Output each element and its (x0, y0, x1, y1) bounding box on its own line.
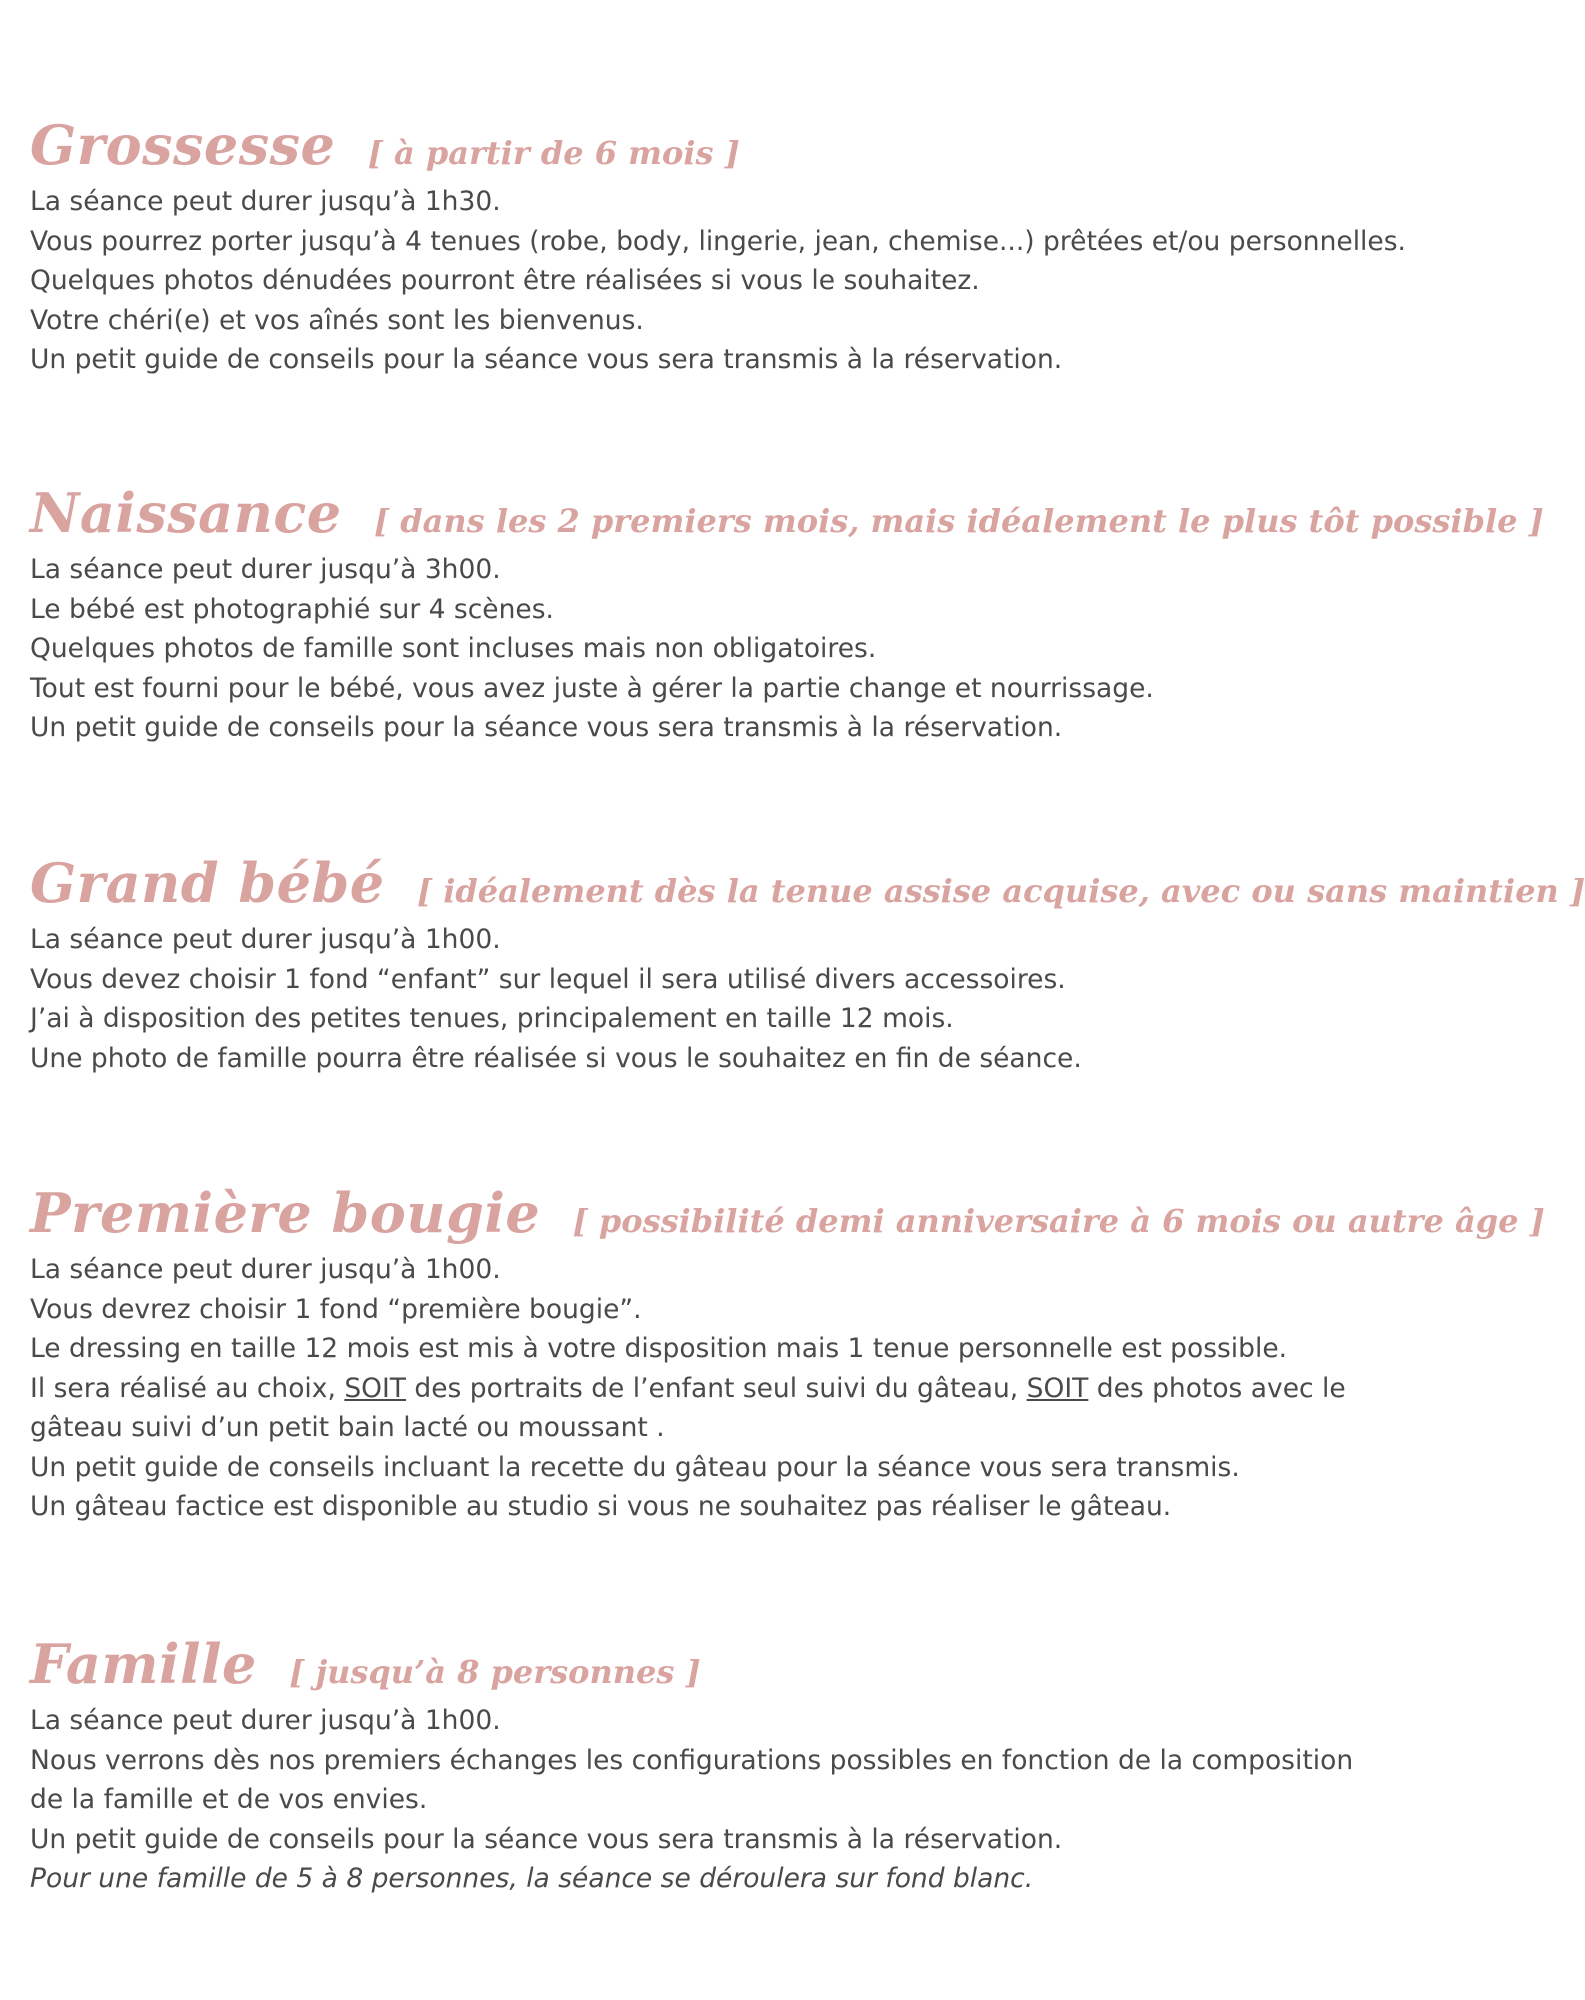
section-subtitle: [ idéalement dès la tenue assise acquise, avec ou sans maintien ] (416, 872, 1585, 910)
section-body (30, 550, 1400, 748)
body-line: Un petit guide de conseils pour la séance vous sera transmis à la réservation. (30, 344, 1063, 375)
soit-emphasis: SOIT (344, 1372, 406, 1404)
body-line: Un petit guide de conseils pour la séance vous sera transmis à la réservation. (30, 712, 1063, 743)
body-line: Votre chéri(e) et vos aînés sont les bienvenus. (30, 304, 644, 336)
section-heading (30, 113, 1400, 177)
body-line: gâteau suivi d’un petit bain lacté ou moussant . (30, 1412, 665, 1443)
section-grossesse (30, 113, 1406, 380)
body-line: Quelques photos dénudées pourront être réalisées si vous le souhaitez. (30, 265, 980, 296)
section-body (30, 1250, 1400, 1527)
family-note: Pour une famille de 5 à 8 personnes, la séance se déroulera sur fond blanc. (30, 1863, 1034, 1894)
section-heading (30, 1632, 1400, 1696)
section-body (30, 1701, 1400, 1899)
choice-text: des photos avec le (1088, 1372, 1346, 1404)
body-line: Le dressing en taille 12 mois est mis à votre disposition mais 1 tenue personnelle est possible. (30, 1333, 1288, 1364)
section-grand-bebe (30, 851, 1585, 1078)
section-title: Grand bébé (30, 851, 385, 915)
body-line: de la famille et de vos envies. (30, 1784, 428, 1815)
section-subtitle: [ jusqu’à 8 personnes ] (289, 1653, 701, 1691)
section-body (30, 182, 1406, 380)
body-line: La séance peut durer jusqu’à 1h00. (30, 1705, 501, 1736)
body-line: Tout est fourni pour le bébé, vous avez juste à gérer la partie change et nourrissage. (30, 672, 1154, 704)
choice-text: Il sera réalisé au choix, (30, 1372, 345, 1404)
body-line: Le bébé est photographié sur 4 scènes. (30, 593, 554, 625)
body-line: Une photo de famille pourra être réalisée si vous le souhaitez en fin de séance. (30, 1042, 1082, 1074)
body-line: Vous devez choisir 1 fond “enfant” sur lequel il sera utilisé divers accessoires. (30, 963, 1066, 995)
body-line: J’ai à disposition des petites tenues, principalement en taille 12 mois. (30, 1003, 954, 1034)
section-subtitle: [ possibilité demi anniversaire à 6 mois ou autre âge ] (572, 1202, 1545, 1240)
body-line: Un petit guide de conseils pour la séance vous sera transmis à la réservation. (30, 1823, 1063, 1855)
section-subtitle: [ dans les 2 premiers mois, mais idéalement le plus tôt possible ] (374, 502, 1544, 540)
soit-emphasis: SOIT (1026, 1372, 1089, 1404)
section-subtitle: [ à partir de 6 mois ] (367, 134, 740, 172)
body-line: Un petit guide de conseils incluant la recette du gâteau pour la séance vous sera transmis. (30, 1451, 1240, 1483)
section-naissance (30, 481, 1544, 748)
section-title: Grossesse (30, 113, 336, 177)
body-line: Vous pourrez porter jusqu’à 4 tenues (robe, body, lingerie, jean, chemise...) prêtées et/ou personnelles. (30, 225, 1406, 257)
body-line: La séance peut durer jusqu’à 1h00. (30, 1254, 501, 1285)
body-line: Un gâteau factice est disponible au studio si vous ne souhaitez pas réaliser le gâteau. (30, 1491, 1172, 1522)
section-heading (30, 481, 1544, 545)
body-line: La séance peut durer jusqu’à 1h00. (30, 924, 501, 955)
body-line: La séance peut durer jusqu’à 1h30. (30, 186, 501, 217)
body-line: La séance peut durer jusqu’à 3h00. (30, 554, 501, 585)
section-title: Naissance (30, 481, 342, 545)
body-line: Vous devrez choisir 1 fond “première bougie”. (30, 1293, 642, 1325)
section-title: Famille (30, 1632, 257, 1696)
body-line: Quelques photos de famille sont incluses mais non obligatoires. (30, 633, 877, 664)
section-body (30, 920, 1400, 1078)
body-line: Nous verrons dès nos premiers échanges les configurations possibles en fonction de la composition (30, 1744, 1354, 1776)
choice-line (30, 1369, 1400, 1409)
section-premiere-bougie (30, 1181, 1545, 1527)
section-heading (30, 851, 1585, 915)
section-title: Première bougie (30, 1181, 541, 1245)
section-heading (30, 1181, 1545, 1245)
section-famille (30, 1632, 1400, 1899)
choice-text: des portraits de l’enfant seul suivi du gâteau, (406, 1372, 1027, 1404)
